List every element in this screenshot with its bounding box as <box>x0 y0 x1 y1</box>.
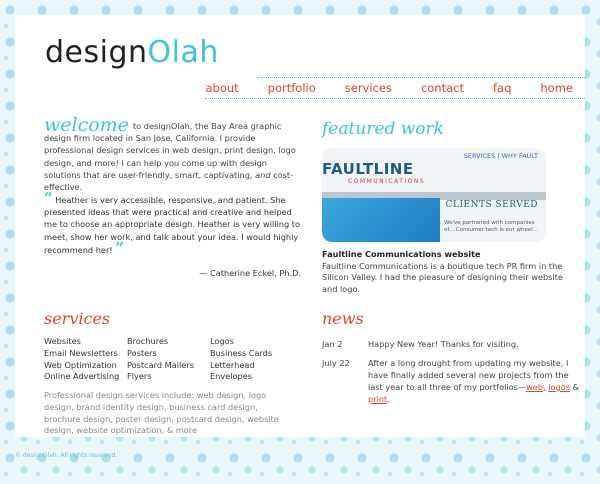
services-column-print <box>127 336 211 383</box>
portfolio-link-web[interactable]: web <box>526 382 544 392</box>
welcome-intro-end: cost-effective. <box>44 169 294 193</box>
header-divider-bottom <box>205 98 585 99</box>
service-item: Websites <box>44 336 81 346</box>
image-nav-text: SERVICES | WHY FAULT <box>463 152 538 160</box>
nav-portfolio[interactable]: portfolio <box>267 81 316 95</box>
news-heading: news <box>322 309 364 328</box>
service-item: Web Optimization <box>44 359 117 370</box>
service-item: Logos <box>210 336 234 346</box>
news-separator: , <box>543 382 549 392</box>
content-panel <box>15 15 585 437</box>
welcome-intro: to designOlah, the Bay Area graphic design firm located in San Jose, California. I provide professional design services in web design, print design, logo design, and more! I can help you come up with design solutions that are user-friendly, smart, captivating, <box>44 121 296 180</box>
services-heading: services <box>44 309 111 328</box>
nav-about[interactable]: about <box>205 81 239 95</box>
image-small-text: We've partnered with companies of... Consumer tech is our wheel... <box>444 220 539 233</box>
nav-home[interactable]: home <box>540 81 573 95</box>
image-sub-text: COMMUNICATIONS <box>348 178 426 185</box>
image-clients-text: CLIENTS SERVED <box>445 200 538 210</box>
service-item: Flyers <box>127 371 152 382</box>
image-brand-text: FAULTLINE <box>322 160 414 178</box>
site-logo[interactable]: designOlah <box>45 35 219 70</box>
news-text-body: After a long drought from updating my website, I have finally added several new projects from the last year to all three of my portfolios— <box>368 358 569 392</box>
featured-work-heading: featured work <box>322 119 444 139</box>
nav-contact[interactable]: contact <box>420 81 464 95</box>
nav-faq[interactable]: faq <box>492 81 512 95</box>
featured-description: Faultline Communications is a boutique tech PR firm in the Silicon Valley. I had the pleasure of designing their website and logo. <box>322 260 563 294</box>
welcome-section <box>44 114 299 193</box>
services-column-web <box>44 336 128 383</box>
service-item: Brochures <box>127 336 169 346</box>
portfolio-link-print[interactable]: print <box>368 394 388 404</box>
portfolio-link-logos[interactable]: logos <box>548 382 571 392</box>
services-description: Professional design services include: web design, logo design, brand identity design, business card design, brochure design, poster design, postcard design, website design, website optimization, & more <box>44 390 279 436</box>
testimonial-text: Heather is very accessible, responsive, and patient. She presented ideas that were practical and creative and helped me to choose an appropriate design. Heather is very willing to meet, show her work, and talk about your idea. I would highly recommend her! <box>44 195 300 255</box>
service-item: Business Cards <box>210 347 273 358</box>
services-column-identity <box>210 336 294 383</box>
footer-copyright: © designOlah. All rights reserved. <box>15 452 118 459</box>
welcome-heading: welcome <box>44 114 129 136</box>
service-item: Posters <box>127 347 157 358</box>
service-item: Envelopes <box>210 371 253 382</box>
featured-work-image[interactable] <box>322 148 546 242</box>
service-item: Online Advertising <box>44 371 120 382</box>
testimonial <box>44 189 304 257</box>
featured-caption <box>322 249 572 295</box>
quote-open-mark: “ <box>44 189 53 207</box>
service-item: Letterhead <box>210 359 255 370</box>
service-item: Email Newsletters <box>44 347 118 358</box>
news-separator: & <box>570 382 580 392</box>
news-text: Happy New Year! Thanks for visiting. <box>368 339 519 349</box>
featured-title: Faultline Communications website <box>322 249 481 259</box>
header-divider-top <box>257 77 585 78</box>
news-text <box>368 357 580 405</box>
news-end-punct: . <box>387 394 390 404</box>
testimonial-author: — Catherine Eckel, Ph.D. <box>199 268 301 278</box>
quote-close-mark: ” <box>115 238 124 257</box>
nav-services[interactable]: services <box>344 81 392 95</box>
news-date: July 22 <box>322 358 350 368</box>
news-date: Jan 2 <box>322 339 343 349</box>
main-nav <box>176 81 573 95</box>
puzzle-graphic <box>322 198 440 242</box>
welcome-intro-emphasis: and <box>255 169 271 180</box>
service-item: Postcard Mailers <box>127 359 194 370</box>
